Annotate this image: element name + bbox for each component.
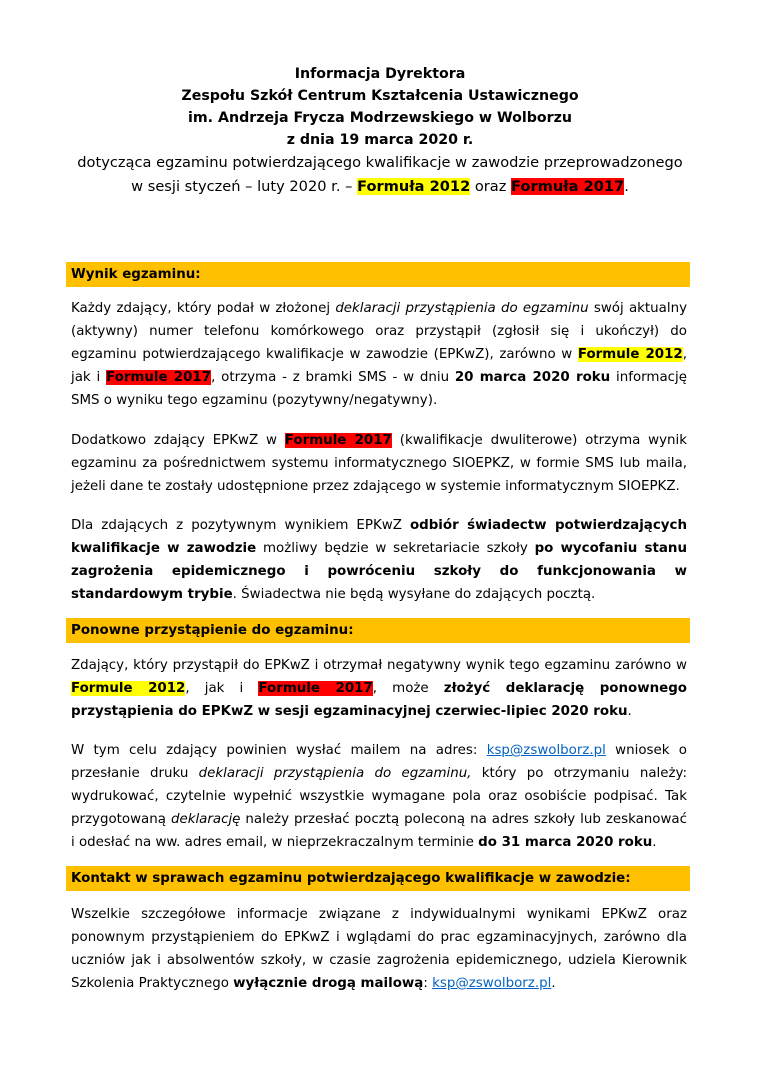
section-heading-contact: Kontakt w sprawach egzaminu potwierdzającego kwalifikacje w zawodzie: — [66, 866, 690, 891]
paragraph-sms-results — [71, 297, 687, 412]
section-heading-results: Wynik egzaminu: — [66, 262, 690, 287]
text-run-bold: do 31 marca 2020 roku — [478, 835, 653, 850]
text-run: który po otrzymaniu należy: wydrukować, czytelnie wypełnić wszystkie wymagane pola oraz osobiście podpisać. Tak przygotowaną — [71, 766, 688, 827]
header-line-1: Informacja Dyrektora — [294, 66, 466, 82]
header-line-2: Zespołu Szkół Centrum Kształcenia Ustawicznego — [181, 88, 579, 104]
text-run: . — [551, 976, 556, 991]
paragraph-retake-declaration — [71, 654, 687, 723]
text-run: wniosek o przesłanie druku — [71, 743, 687, 781]
formula-2017-highlight: Formule 2017 — [284, 433, 392, 448]
text-run: , jak i — [71, 347, 687, 385]
text-run: (kwalifikacje dwuliterowe) otrzyma wynik egzaminu za pośrednictwem systemu informatycznego SIOEPKZ, w formie SMS lub maila, jeżeli dane te zostały udostępnione przez zdającego w systemie informatycznym SIOEPKZ. — [71, 433, 687, 494]
section-heading-retake: Ponowne przystąpienie do egzaminu: — [66, 618, 690, 643]
header-subject-conjunction: oraz — [470, 178, 512, 195]
text-run-bold: odbiór świadectw potwierdzających kwalifikacje w zawodzie — [71, 518, 687, 556]
formula-2012-highlight: Formuła 2012 — [357, 178, 471, 195]
text-run: informację SMS o wyniku tego egzaminu (pozytywny/negatywny). — [71, 370, 687, 408]
text-run: Wszelkie szczegółowe informacje związane z indywidualnymi wynikami EPKwZ oraz ponownym przystąpieniem do EPKwZ i wglądami do prac egzaminacyjnych, zarówno dla uczniów jak i absolwentów szkoły, w czasie zagrożenia epidemicznego, udziela Kierownik Szkolenia Praktycznego — [71, 907, 687, 991]
text-run: Każdy zdający, który podał w złożonej — [71, 301, 336, 316]
text-run: swój aktualny (aktywny) numer telefonu komórkowego oraz przystąpił (zgłosił się i ukończył) do egzaminu potwierdzającego kwalifikacje w zawodzie (EPKwZ), zarówno w — [71, 301, 687, 362]
header-subject-period: . — [624, 178, 629, 195]
formula-2017-highlight: Formule 2017 — [106, 370, 212, 385]
text-run: , otrzyma - z bramki SMS - w dniu — [211, 370, 455, 385]
text-run-bold: 20 marca 2020 roku — [454, 370, 611, 385]
text-run: należy przesłać pocztą poleconą na adres szkoły lub zeskanować i odesłać na ww. adres email, w nieprzekraczalnym terminie — [71, 812, 687, 850]
text-run-bold: złożyć deklarację ponownego przystąpienia do EPKwZ w sesji egzaminacyjnej czerwiec-lipiec 2020 roku — [71, 681, 688, 719]
text-run: . Świadectwa nie będą wysyłane do zdających pocztą. — [232, 587, 596, 602]
text-run: : — [423, 976, 433, 991]
text-run-italic: deklaracji przystąpienia do egzaminu, — [198, 766, 472, 781]
text-run: , jak i — [185, 681, 259, 696]
text-run: , może — [372, 681, 444, 696]
formula-2017-highlight: Formuła 2017 — [511, 178, 625, 195]
paragraph-sioepkz — [71, 429, 687, 498]
header-subject-line-1: dotycząca egzaminu potwierdzającego kwalifikacje w zawodzie przeprowadzonego — [77, 154, 683, 171]
text-run: Dodatkowo zdający EPKwZ w — [71, 433, 285, 448]
text-run: W tym celu zdający powinien wysłać mailem na adres: — [71, 743, 487, 758]
header-line-3: im. Andrzeja Frycza Modrzewskiego w Wolborzu — [188, 110, 572, 126]
text-run: możliwy będzie w sekretariacie szkoły — [256, 541, 535, 556]
formula-2012-highlight: Formule 2012 — [577, 347, 683, 362]
formula-2012-highlight: Formule 2012 — [71, 681, 186, 696]
text-run: Dla zdających z pozytywnym wynikiem EPKwZ — [71, 518, 410, 533]
email-link[interactable]: ksp@zswolborz.pl — [486, 743, 606, 758]
header-date: z dnia 19 marca 2020 r. — [286, 132, 474, 148]
text-run-bold: po wycofaniu stanu zagrożenia epidemicznego i powróceniu szkoły do funkcjonowania w standardowym trybie — [71, 541, 687, 602]
text-run: Zdający, który przystąpił do EPKwZ i otrzymał negatywny wynik tego egzaminu zarówno w — [71, 658, 687, 673]
header-subject-text: w sesji styczeń – luty 2020 r. – — [131, 178, 358, 195]
text-run: . — [652, 835, 657, 850]
email-link[interactable]: ksp@zswolborz.pl — [432, 976, 552, 991]
formula-2017-highlight: Formule 2017 — [258, 681, 373, 696]
text-run-italic: deklarację — [170, 812, 241, 827]
header-subject-line-2 — [0, 175, 760, 199]
paragraph-contact — [71, 903, 687, 995]
text-run-italic: deklaracji przystąpienia do egzaminu — [335, 301, 589, 316]
document-header — [0, 63, 760, 199]
text-run: . — [627, 704, 632, 719]
text-run-bold: wyłącznie drogą mailową — [233, 976, 424, 991]
paragraph-certificates — [71, 514, 687, 606]
paragraph-retake-procedure — [71, 739, 687, 854]
